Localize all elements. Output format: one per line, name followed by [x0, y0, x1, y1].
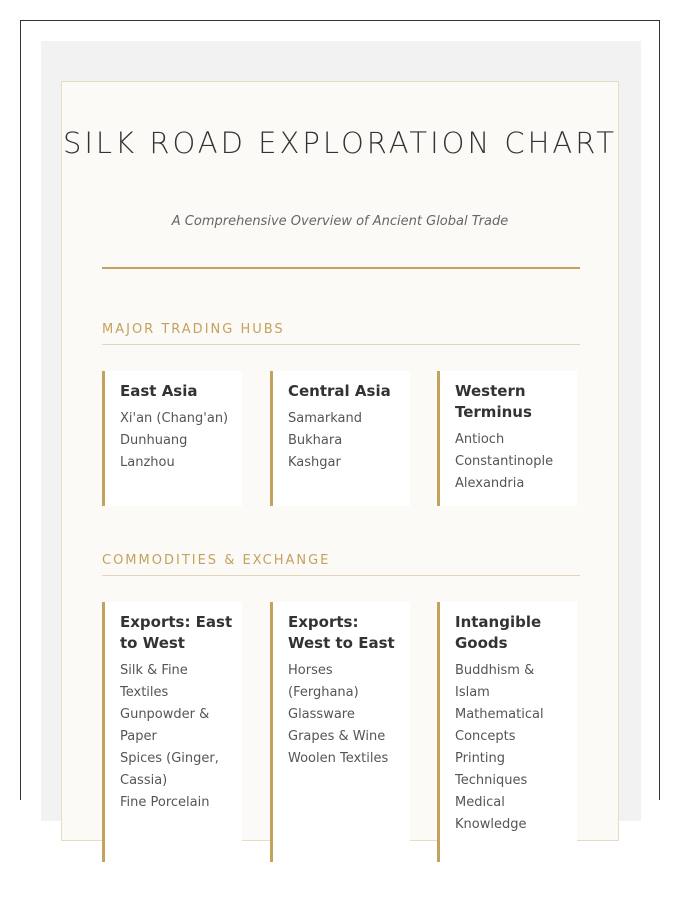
list-item: Fine Porcelain: [120, 795, 210, 810]
list-item: Horses (Ferghana): [288, 663, 359, 700]
section-heading-commodities: COMMODITIES & EXCHANGE: [102, 553, 331, 568]
list-item: Constantinople: [455, 454, 554, 469]
list-item: Grapes & Wine: [288, 729, 386, 744]
list-item: Samarkand: [288, 411, 362, 426]
list-item: Antioch: [455, 432, 505, 447]
commodity-card-title: Exports: East to West: [120, 613, 233, 652]
document-card: [61, 81, 619, 841]
list-item: Mathematical Concepts: [455, 707, 544, 744]
list-item: Printing Techniques: [455, 751, 528, 788]
document-subtitle: A Comprehensive Overview of Ancient Global Trade: [171, 214, 509, 229]
hub-card-east-asia: [102, 371, 242, 506]
document-title: SILK ROAD EXPLORATION CHART: [62, 126, 618, 160]
title-divider: [102, 267, 580, 269]
list-item: Kashgar: [288, 455, 341, 470]
hub-card-title: East Asia: [120, 382, 198, 400]
list-item: Glassware: [288, 707, 355, 722]
section-divider: [102, 575, 580, 576]
hub-card-title: Central Asia: [288, 382, 391, 400]
commodity-card-east-to-west: [102, 602, 242, 862]
list-item: Medical Knowledge: [455, 795, 527, 832]
list-item: Gunpowder & Paper: [120, 707, 210, 744]
list-item: Xi'an (Chang'an): [120, 411, 229, 426]
list-item: Lanzhou: [120, 455, 175, 470]
list-item: Bukhara: [288, 433, 343, 448]
section-heading-trading-hubs: MAJOR TRADING HUBS: [102, 322, 285, 337]
commodity-card-title: Intangible Goods: [455, 613, 542, 652]
page-background: [41, 41, 641, 832]
hub-card-title: Western Terminus: [455, 382, 532, 421]
commodity-card-west-to-east: [270, 602, 410, 862]
list-item: Buddhism & Islam: [455, 663, 535, 700]
commodity-card-intangible-goods: [437, 602, 577, 862]
hub-card-western-terminus: [437, 371, 577, 506]
list-item: Spices (Ginger, Cassia): [120, 751, 219, 788]
list-item: Woolen Textiles: [288, 751, 389, 766]
list-item: Alexandria: [455, 476, 525, 491]
list-item: Silk & Fine Textiles: [120, 663, 188, 700]
list-item: Dunhuang: [120, 433, 188, 448]
page-frame: [20, 20, 660, 832]
commodity-card-title: Exports: West to East: [288, 613, 395, 652]
section-divider: [102, 344, 580, 345]
hub-card-central-asia: [270, 371, 410, 506]
